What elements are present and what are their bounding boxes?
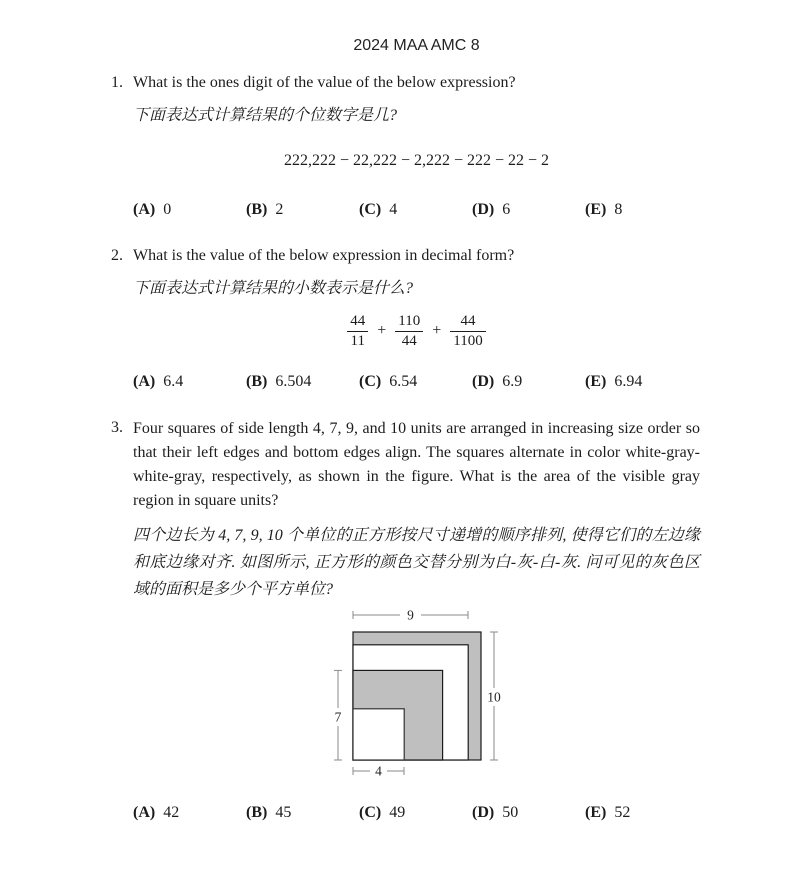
choice-b-label: (B) — [246, 373, 268, 390]
page-title: 2024 MAA AMC 8 — [353, 37, 480, 54]
fraction-3-denominator: 1100 — [453, 333, 483, 349]
choice-a-value: 6.4 — [163, 373, 184, 390]
choice-d-value: 50 — [502, 804, 519, 821]
question-1 — [111, 72, 700, 221]
choice-e — [585, 802, 698, 824]
fraction-2-denominator: 44 — [401, 333, 417, 349]
question-2-number: 2. — [111, 247, 123, 264]
choice-b — [246, 199, 359, 221]
dimension-label-4: 4 — [374, 763, 382, 779]
question-3 — [111, 417, 700, 824]
question-3-text-zh: 四个边长为 4, 7, 9, 10 个单位的正方形按尺寸递增的顺序排列, 使得它们的左边缘和底边缘对齐. 如图所示, 正方形的颜色交替分别为白-灰-白-灰. 问可见的灰色区域的面积是多少个平方单位? — [133, 527, 700, 598]
choice-c — [359, 802, 472, 824]
question-1-number: 1. — [111, 74, 123, 91]
choice-c-label: (C) — [359, 373, 382, 390]
choice-a-label: (A) — [133, 804, 156, 821]
choice-c-value: 6.54 — [389, 373, 418, 390]
choice-c — [359, 371, 472, 393]
choice-e-value: 52 — [614, 804, 631, 821]
question-2-text-zh: 下面表达式计算结果的小数表示是什么? — [133, 280, 414, 297]
question-3-figure — [133, 605, 700, 788]
choice-b-label: (B) — [246, 201, 268, 218]
choice-e-label: (E) — [585, 804, 607, 821]
choice-b — [246, 371, 359, 393]
choice-b-value: 2 — [275, 201, 284, 218]
choice-c-label: (C) — [359, 804, 382, 821]
question-2-expression — [133, 312, 700, 351]
choice-a — [133, 371, 246, 393]
square-4-white — [353, 709, 404, 760]
choice-d-value: 6 — [502, 201, 511, 218]
dimension-label-7: 7 — [334, 709, 341, 725]
fraction-1-denominator: 11 — [350, 333, 365, 349]
choice-a-label: (A) — [133, 373, 156, 390]
choice-d — [472, 199, 585, 221]
choice-d-label: (D) — [472, 804, 495, 821]
choice-e-label: (E) — [585, 201, 607, 218]
choice-d — [472, 802, 585, 824]
choice-b-value: 6.504 — [275, 373, 312, 390]
choice-c-value: 49 — [389, 804, 406, 821]
dimension-label-9: 9 — [406, 607, 414, 623]
choice-d — [472, 371, 585, 393]
fraction-1 — [347, 312, 368, 351]
question-1-choices — [133, 199, 700, 221]
question-1-text-zh: 下面表达式计算结果的个位数字是几? — [133, 107, 398, 124]
fraction-2-numerator: 110 — [395, 312, 423, 332]
fraction-1-numerator: 44 — [347, 312, 368, 332]
choice-c-value: 4 — [389, 201, 398, 218]
choice-c — [359, 199, 472, 221]
choice-b — [246, 802, 359, 824]
choice-b-label: (B) — [246, 804, 268, 821]
choice-e-label: (E) — [585, 373, 607, 390]
choice-d-label: (D) — [472, 373, 495, 390]
question-2 — [111, 245, 700, 393]
question-3-choices — [133, 802, 700, 824]
choice-e — [585, 371, 698, 393]
fraction-3-numerator: 44 — [450, 312, 485, 332]
choice-a-value: 0 — [163, 201, 172, 218]
nested-squares-figure — [326, 605, 508, 783]
choice-a — [133, 802, 246, 824]
choice-e-value: 8 — [614, 201, 623, 218]
fraction-3 — [450, 312, 485, 351]
question-2-text-en: What is the value of the below expression in decimal form? — [133, 247, 515, 264]
plus-operator: + — [432, 322, 442, 339]
choice-d-value: 6.9 — [502, 373, 523, 390]
question-3-text-en: Four squares of side length 4, 7, 9, and 10 units are arranged in increasing size order so that their left edges and bottom edges align. The squares alternate in color white-gray-white-gray, respectively, as shown in the figure. What is the area of the visible gray region in square units? — [133, 420, 700, 509]
question-1-expression: 222,222 − 22,222 − 2,222 − 222 − 22 − 2 — [283, 152, 550, 169]
choice-b-value: 45 — [275, 804, 292, 821]
choice-a-label: (A) — [133, 201, 156, 218]
plus-operator: + — [377, 322, 387, 339]
question-1-text-en: What is the ones digit of the value of the below expression? — [133, 74, 516, 91]
choice-d-label: (D) — [472, 201, 495, 218]
question-3-number: 3. — [111, 419, 123, 436]
choice-c-label: (C) — [359, 201, 382, 218]
dimension-label-10: 10 — [486, 689, 501, 705]
fraction-2 — [395, 312, 423, 351]
choice-a — [133, 199, 246, 221]
choice-a-value: 42 — [163, 804, 180, 821]
choice-e — [585, 199, 698, 221]
question-2-choices — [133, 371, 700, 393]
choice-e-value: 6.94 — [614, 373, 643, 390]
